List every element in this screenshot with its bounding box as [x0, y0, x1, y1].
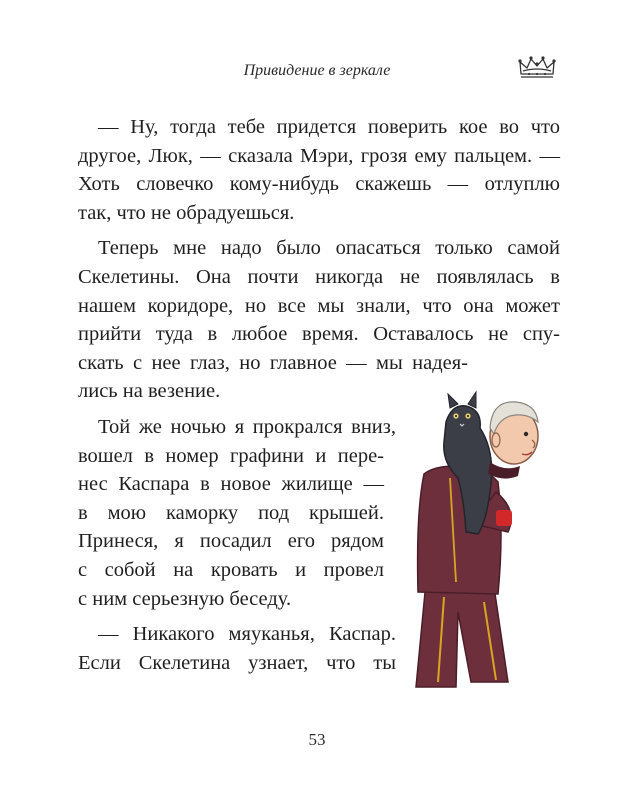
text-line: — Никакого мяуканья, Каспар.	[98, 623, 396, 646]
text-line: Хоть словечко кому-нибудь скажешь — отлуплю	[78, 173, 560, 196]
text-line: — Ну, тогда тебе придется поверить кое во что	[98, 116, 560, 138]
text-line: вошел в номер графини и пере-	[78, 444, 384, 467]
crown-icon	[517, 54, 557, 80]
text-line: в мою каморку под крышей.	[78, 501, 384, 524]
text-line: прийти туда в любое время. Оставалось не спу-	[78, 323, 560, 346]
text-line: скать с нее глаз, но главное — мы надея-	[78, 351, 468, 374]
text-line: с ним серьезную беседу.	[78, 587, 292, 610]
text-line: Теперь мне надо было опасаться только самой	[98, 237, 560, 260]
illustration-boy-with-cat	[386, 382, 586, 692]
text-line: с собой на кровать и провел	[78, 558, 384, 581]
running-title: Привидение в зеркале	[243, 62, 391, 79]
text-line: Скелетины. Она почти никогда не появлялась в	[78, 265, 560, 288]
text-line: лись на везение.	[78, 380, 221, 403]
text-line: Если Скелетина узнает, что ты	[78, 651, 396, 674]
page-number: 53	[308, 730, 326, 749]
text-line: нашем коридоре, но все мы знали, что она может	[78, 294, 560, 317]
text-line: другое, Люк, — сказала Мэри, грозя ему пальцем. —	[78, 144, 560, 167]
paragraph	[78, 234, 560, 406]
paragraph	[78, 113, 560, 227]
text-line: Той же ночью я прокрался вниз,	[98, 415, 396, 438]
text-line: так, что не обрадуешься.	[78, 201, 295, 224]
text-line: нес Каспара в новое жилище —	[78, 473, 384, 496]
text-line: Принеся, я посадил его рядом	[78, 530, 384, 553]
